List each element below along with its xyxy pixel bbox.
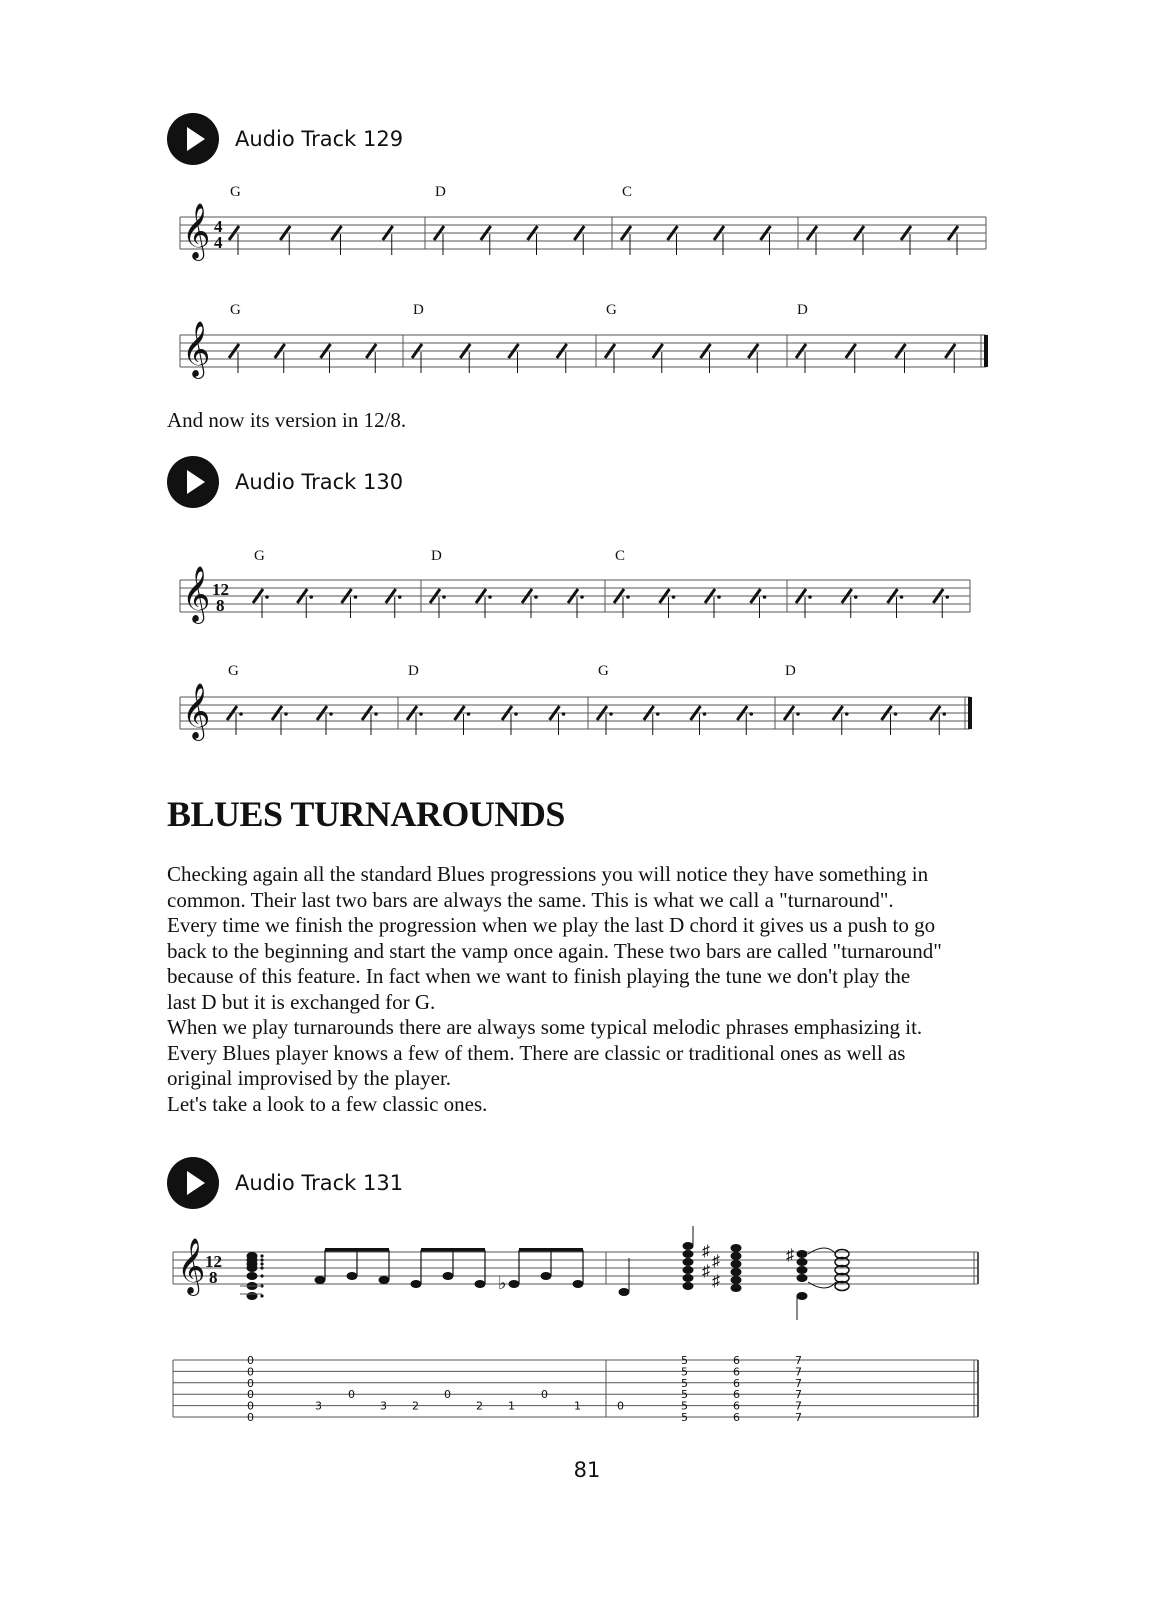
whole-note (835, 1274, 849, 1283)
slash-note (948, 226, 958, 240)
slash-note (691, 706, 701, 720)
tab-fret-number: 5 (681, 1388, 688, 1402)
note-dot (854, 595, 858, 599)
chord-symbol: G (230, 184, 241, 200)
tab-fret-number: 0 (444, 1388, 451, 1402)
tab-fret-number: 0 (541, 1388, 548, 1402)
note-dot (260, 1284, 263, 1287)
tab-fret-number: 7 (795, 1365, 802, 1379)
chord-note (247, 1292, 258, 1300)
slash-note (332, 226, 342, 240)
note-dot (419, 712, 423, 716)
note-dot (239, 712, 243, 716)
slash-note (455, 706, 465, 720)
slash-note (846, 344, 856, 358)
note-dot (656, 712, 660, 716)
play-icon[interactable] (167, 456, 219, 508)
slash-note (476, 589, 486, 603)
note-dot (562, 712, 566, 716)
tie-arc (808, 1282, 836, 1288)
tab-fret-number: 3 (380, 1399, 387, 1413)
audio-track-label: Audio Track 131 (235, 1171, 404, 1195)
tab-fret-number: 6 (733, 1365, 740, 1379)
slash-note (253, 589, 263, 603)
slash-note (509, 344, 519, 358)
note-dot (894, 712, 898, 716)
note-dot (374, 712, 378, 716)
body-paragraph (167, 862, 1007, 1117)
slash-note (933, 589, 943, 603)
slash-note (297, 589, 307, 603)
tab-fret-number: 6 (733, 1354, 740, 1367)
note-dot (467, 712, 471, 716)
audio-track-131[interactable] (167, 1157, 403, 1209)
tab-fret-number: 5 (681, 1411, 688, 1424)
eighth-note (315, 1276, 326, 1284)
treble-clef-icon: 𝄞 (182, 203, 211, 259)
page-number: 81 (573, 1458, 601, 1482)
sharp-sign: ♯ (712, 1273, 720, 1290)
chord-symbol: G (606, 302, 617, 318)
paragraph-line: Checking again all the standard Blues progressions you will notice they have something in (167, 862, 929, 886)
slash-note (901, 226, 911, 240)
chord-note (683, 1266, 694, 1274)
slash-note (796, 589, 806, 603)
slash-note (460, 344, 470, 358)
treble-clef-icon: 𝄞 (182, 683, 211, 739)
paragraph-line: Let's take a look to a few classic ones. (167, 1091, 488, 1116)
chord-note (247, 1264, 258, 1272)
eighth-note (347, 1272, 358, 1280)
paragraph-line: common. Their last two bars are always the same. This is what we call a "turnaround". (167, 887, 894, 912)
chord-symbol: D (785, 663, 796, 679)
note-dot (514, 712, 518, 716)
slash-note (597, 706, 607, 720)
play-icon[interactable] (167, 113, 219, 165)
paragraph-line: because of this feature. In fact when we want to finish playing the tune we don't play the (167, 964, 911, 988)
note-dot (260, 1254, 263, 1257)
tab-fret-number: 3 (315, 1399, 322, 1413)
chord-note (797, 1266, 808, 1274)
note-dot (398, 595, 402, 599)
note-dot (942, 712, 946, 716)
note-dot (354, 595, 358, 599)
audio-track-129[interactable] (167, 113, 403, 165)
note-dot (763, 595, 767, 599)
slash-note (621, 226, 631, 240)
treble-clef-icon: 𝄞 (182, 321, 211, 377)
note-beam (421, 1248, 485, 1252)
whole-note (835, 1258, 849, 1267)
slash-note (748, 344, 758, 358)
note-dot (260, 1274, 263, 1277)
audio-track-label: Audio Track 129 (235, 127, 404, 151)
sharp-sign: ♯ (712, 1253, 720, 1270)
note-dot (672, 595, 676, 599)
chord-note (683, 1258, 694, 1266)
slash-note (362, 706, 372, 720)
slash-note (854, 226, 864, 240)
chord-symbol: C (615, 548, 626, 564)
chord-symbol: G (254, 548, 265, 564)
slash-note (737, 706, 747, 720)
chord-note (797, 1250, 808, 1258)
slash-note (568, 589, 578, 603)
note-dot (749, 712, 753, 716)
tab-fret-number: 5 (681, 1376, 688, 1390)
slash-note (668, 226, 678, 240)
slash-note (705, 589, 715, 603)
tab-fret-number: 1 (508, 1399, 515, 1413)
eighth-note (573, 1280, 584, 1288)
chord-note (683, 1282, 694, 1290)
chord-symbol: G (228, 663, 239, 679)
slash-note (550, 706, 560, 720)
note-beam (325, 1248, 389, 1252)
slash-note (574, 226, 584, 240)
slash-note (653, 344, 663, 358)
eighth-note (379, 1276, 390, 1284)
slash-note (342, 589, 352, 603)
note-dot (900, 595, 904, 599)
eighth-note (475, 1280, 486, 1288)
slash-note (751, 589, 761, 603)
intro-text: And now its version in 12/8. (167, 408, 407, 432)
slash-note (366, 344, 376, 358)
slash-note (430, 589, 440, 603)
chord-symbol: G (598, 663, 609, 679)
note-dot (796, 712, 800, 716)
tab-fret-number: 7 (795, 1388, 802, 1402)
tab-fret-number: 7 (795, 1411, 802, 1424)
tie-arc (808, 1248, 836, 1254)
slash-note (502, 706, 512, 720)
eighth-note (509, 1280, 520, 1288)
slash-note (272, 706, 282, 720)
paragraph-line: When we play turnarounds there are always some typical melodic phrases emphasizing it. (167, 1015, 923, 1039)
tab-fret-number: 0 (247, 1388, 254, 1402)
note-dot (284, 712, 288, 716)
slash-note (412, 344, 422, 358)
tab-fret-number: 0 (247, 1376, 254, 1390)
slash-note (945, 344, 955, 358)
quarter-note (619, 1288, 630, 1296)
paragraph-line: back to the beginning and start the vamp once again. These two bars are called "turnaround" (167, 938, 942, 963)
eighth-note (541, 1272, 552, 1280)
time-signature-top: 12 (205, 1252, 222, 1271)
chord-note (797, 1274, 808, 1282)
slash-note (714, 226, 724, 240)
tab-fret-number: 7 (795, 1376, 802, 1390)
tab-fret-number: 0 (617, 1399, 624, 1413)
play-icon[interactable] (167, 1157, 219, 1209)
note-dot (626, 595, 630, 599)
paragraph-line: Every Blues player knows a few of them. There are classic or traditional ones as well as (167, 1040, 906, 1065)
slash-note (660, 589, 670, 603)
note-dot (845, 712, 849, 716)
time-signature-bottom: 4 (214, 233, 223, 252)
slash-note (644, 706, 654, 720)
chord-note (247, 1282, 258, 1290)
tab-fret-number: 6 (733, 1376, 740, 1390)
chord-symbol: D (797, 302, 808, 318)
chord-symbol: D (431, 548, 442, 564)
chord-note (797, 1258, 808, 1266)
whole-note (835, 1266, 849, 1275)
tab-fret-number: 5 (681, 1399, 688, 1413)
slash-note (557, 344, 567, 358)
slash-note (481, 226, 491, 240)
audio-track-130[interactable] (167, 456, 403, 508)
note-dot (488, 595, 492, 599)
tab-fret-number: 0 (348, 1388, 355, 1402)
slash-note (229, 344, 239, 358)
tab-fret-number: 6 (733, 1411, 740, 1424)
note-dot (442, 595, 446, 599)
slash-note (605, 344, 615, 358)
note-dot (260, 1294, 263, 1297)
slash-note (784, 706, 794, 720)
slash-note (761, 226, 771, 240)
time-signature-bottom: 8 (209, 1268, 218, 1287)
slash-note (930, 706, 940, 720)
sharp-sign: ♯ (702, 1263, 710, 1280)
note-dot (260, 1266, 263, 1269)
slash-note (614, 589, 624, 603)
time-signature-top: 4 (214, 217, 223, 236)
slash-note (275, 344, 285, 358)
note-dot (265, 595, 269, 599)
tab-fret-number: 0 (247, 1411, 254, 1424)
tab-fret-number: 2 (476, 1399, 483, 1413)
chord-note (797, 1292, 808, 1300)
chord-note (247, 1260, 258, 1268)
slash-note (383, 226, 393, 240)
chord-note (731, 1268, 742, 1276)
paragraph-line: last D but it is exchanged for G. (167, 989, 436, 1014)
slash-note (882, 706, 892, 720)
tab-fret-number: 7 (795, 1399, 802, 1413)
chord-symbol: D (435, 184, 446, 200)
sharp-sign: ♯ (702, 1243, 710, 1260)
chord-note (731, 1252, 742, 1260)
chord-note (247, 1256, 258, 1264)
slash-note (386, 589, 396, 603)
chord-note (683, 1250, 694, 1258)
chord-note (731, 1244, 742, 1252)
tab-fret-number: 2 (412, 1399, 419, 1413)
chord-symbol: C (622, 184, 633, 200)
whole-note (835, 1282, 849, 1291)
chord-note (683, 1274, 694, 1282)
slash-note (833, 706, 843, 720)
tab-fret-number: 5 (681, 1354, 688, 1367)
note-dot (580, 595, 584, 599)
tab-fret-number: 0 (247, 1399, 254, 1413)
eighth-note (411, 1280, 422, 1288)
slash-note (796, 344, 806, 358)
whole-note (835, 1250, 849, 1259)
tab-fret-number: 1 (574, 1399, 581, 1413)
slash-note (280, 226, 290, 240)
tab-fret-number: 0 (247, 1365, 254, 1379)
note-dot (329, 712, 333, 716)
slash-note (407, 706, 417, 720)
note-dot (609, 712, 613, 716)
flat-sign: ♭ (498, 1273, 507, 1293)
tab-fret-number: 0 (247, 1354, 254, 1367)
note-dot (309, 595, 313, 599)
slash-note (522, 589, 532, 603)
tab-fret-number: 5 (681, 1365, 688, 1379)
paragraph-line: Every time we finish the progression when we play the last D chord it gives us a push to go (167, 913, 936, 937)
tab-fret-number: 6 (733, 1388, 740, 1402)
treble-clef-icon: 𝄞 (177, 1238, 206, 1294)
chord-symbol: D (413, 302, 424, 318)
chord-note (683, 1242, 694, 1250)
slash-note (434, 226, 444, 240)
sharp-sign: ♯ (786, 1247, 794, 1264)
slash-note (229, 226, 239, 240)
paragraph-line: original improvised by the player. (167, 1066, 452, 1090)
final-barline (984, 335, 988, 367)
chord-note (247, 1272, 258, 1280)
chord-symbol: D (408, 663, 419, 679)
slash-note (317, 706, 327, 720)
note-dot (534, 595, 538, 599)
chord-note (731, 1260, 742, 1268)
note-dot (260, 1258, 263, 1261)
treble-clef-icon: 𝄞 (182, 566, 211, 622)
eighth-note (443, 1272, 454, 1280)
final-barline (968, 697, 972, 729)
slash-note (896, 344, 906, 358)
time-signature-bottom: 8 (216, 596, 225, 615)
tab-fret-number: 7 (795, 1354, 802, 1367)
note-dot (945, 595, 949, 599)
chord-note (731, 1276, 742, 1284)
time-signature-top: 12 (212, 580, 229, 599)
note-dot (703, 712, 707, 716)
slash-note (888, 589, 898, 603)
slash-note (321, 344, 331, 358)
tab-fret-number: 6 (733, 1399, 740, 1413)
slash-note (807, 226, 817, 240)
slash-note (701, 344, 711, 358)
slash-note (528, 226, 538, 240)
note-dot (808, 595, 812, 599)
slash-note (227, 706, 237, 720)
chord-symbol: G (230, 302, 241, 318)
note-dot (717, 595, 721, 599)
chord-note (731, 1284, 742, 1292)
audio-track-label: Audio Track 130 (235, 470, 404, 494)
note-beam (519, 1248, 583, 1252)
chord-note (247, 1252, 258, 1260)
note-dot (260, 1262, 263, 1265)
section-heading: BLUES TURNAROUNDS (167, 794, 565, 834)
slash-note (842, 589, 852, 603)
